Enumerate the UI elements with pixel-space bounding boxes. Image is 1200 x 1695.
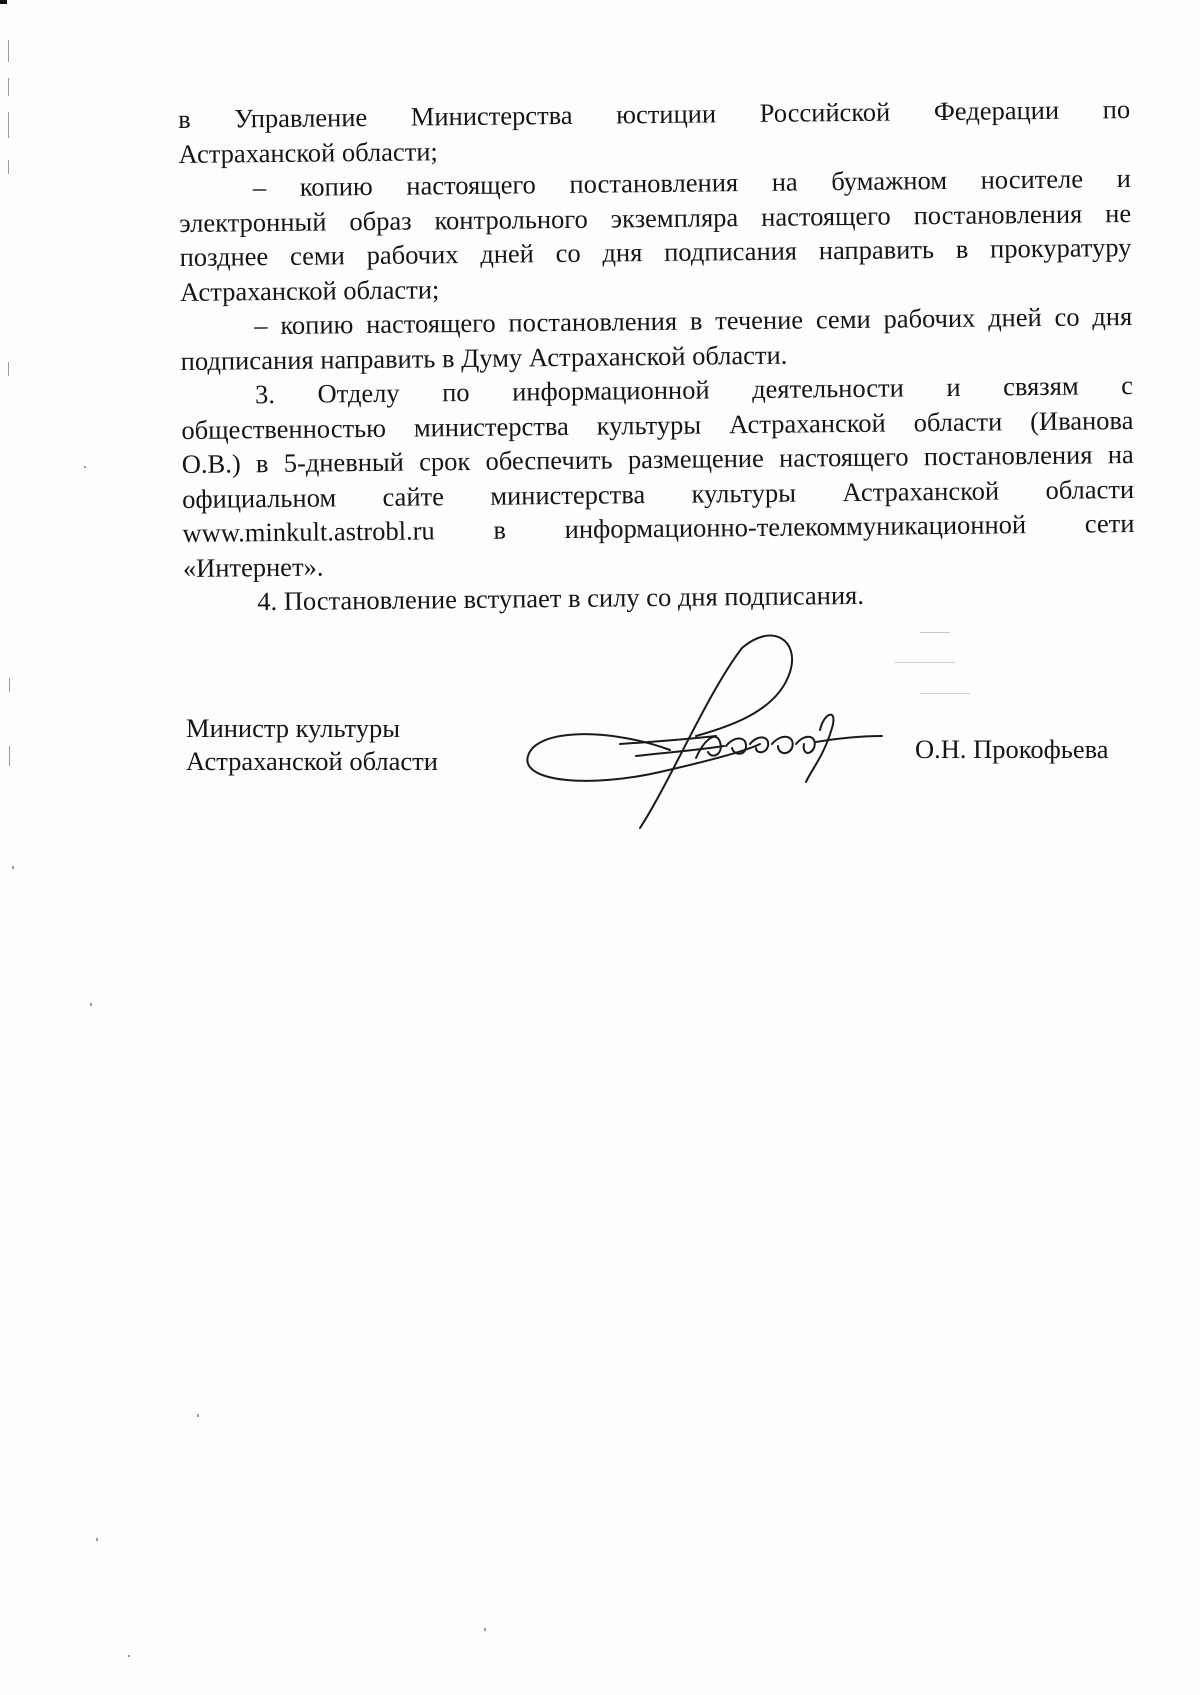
- text-word: электронный: [179, 205, 327, 238]
- text-word: министерства: [490, 478, 646, 511]
- signer-title-line-1: Министр культуры: [186, 713, 401, 743]
- text-word: рабочих: [883, 302, 976, 334]
- text-word: обеспечить: [485, 444, 613, 476]
- text-word: 5-дневный: [283, 446, 405, 478]
- text-word: юстиции: [616, 98, 717, 130]
- text-word: копию: [280, 309, 354, 340]
- text-word: по: [1102, 94, 1131, 125]
- text-word: связям: [1002, 370, 1079, 402]
- text-word: позднее: [179, 241, 269, 272]
- text-word: Астраханской: [728, 407, 886, 439]
- text-word: копию: [299, 170, 373, 202]
- text-word: течение: [715, 304, 804, 336]
- text-word: в: [955, 233, 969, 264]
- text-word: экземпляра: [610, 201, 739, 233]
- text-word: (Иванова: [1029, 404, 1134, 436]
- text-word: общественностью: [181, 412, 387, 445]
- text-word: носителе: [980, 163, 1084, 195]
- text-word: настоящего: [406, 169, 536, 201]
- text-word: дней: [480, 238, 535, 269]
- scan-speck: [96, 1538, 98, 1541]
- text-word: семи: [289, 240, 345, 271]
- text-word: постановления: [913, 198, 1083, 230]
- signer-title-line-2: Астраханской области: [186, 746, 438, 776]
- scan-speck: [484, 1628, 486, 1631]
- text-word: –: [254, 310, 268, 341]
- text-word: дней: [987, 301, 1042, 333]
- text-word: по: [441, 376, 470, 408]
- text-word: Управление: [234, 102, 368, 134]
- text-word: бумажном: [831, 164, 948, 197]
- text-word: размещение: [627, 442, 764, 475]
- text-word: дня: [1092, 301, 1133, 332]
- text-word: образ: [349, 205, 412, 236]
- text-word: культуры: [691, 477, 797, 509]
- text-word: постановления: [508, 305, 678, 338]
- text-word: дня: [602, 237, 643, 268]
- text-word: постановления: [569, 167, 739, 199]
- text-word: Астраханской: [842, 474, 1000, 507]
- text-word: не: [1105, 197, 1132, 228]
- text-word: направить: [818, 234, 935, 266]
- scan-speck: [90, 1003, 92, 1006]
- text-word: на: [771, 166, 798, 197]
- text-word: –: [252, 172, 267, 203]
- text-word: сети: [1084, 508, 1135, 539]
- text-word: настоящего: [365, 307, 496, 340]
- text-word: деятельности: [751, 372, 904, 405]
- text-word: Российской: [759, 96, 891, 128]
- signer-title: [186, 712, 438, 778]
- text-word: контрольного: [434, 203, 588, 235]
- text-word: и: [1116, 163, 1131, 194]
- text-word: семи: [815, 303, 871, 335]
- text-word: культуры: [596, 409, 702, 441]
- text-word: настоящего: [778, 441, 909, 473]
- text-word: подписания: [663, 235, 798, 267]
- text-word: информационно-телекоммуникационной: [564, 509, 1027, 544]
- text-line: Астраханской области;: [178, 135, 438, 169]
- text-word: в: [493, 514, 507, 545]
- text-line: Астраханской области;: [179, 273, 440, 307]
- text-line: 4. Постановление вступает в силу со дня подписания.: [257, 579, 865, 617]
- text-word: в: [255, 448, 269, 479]
- text-word: сайте: [382, 480, 445, 512]
- text-word: постановления: [923, 439, 1093, 472]
- text-word: области: [913, 405, 1003, 437]
- text-word: Отделу: [317, 377, 400, 409]
- text-word: со: [555, 237, 581, 269]
- text-word: информационной: [511, 374, 710, 407]
- text-line: подписания направить в Думу Астраханской области.: [180, 339, 788, 376]
- text-word: официальном: [181, 481, 337, 514]
- signer-name: О.Н. Прокофьева: [915, 734, 1109, 764]
- text-word: области: [1045, 473, 1135, 505]
- text-word: срок: [419, 445, 471, 477]
- text-line: «Интернет».: [182, 551, 324, 583]
- text-word: www.minkult.astrobl.ru: [182, 515, 435, 548]
- text-word: и: [946, 371, 961, 402]
- text-word: 3.: [254, 379, 276, 410]
- scan-speck: [128, 1655, 130, 1657]
- text-word: с: [1121, 370, 1134, 401]
- text-word: в: [689, 305, 703, 336]
- text-word: рабочих: [366, 239, 459, 271]
- scan-speck: [197, 1414, 199, 1417]
- text-word: настоящего: [761, 200, 891, 232]
- text-word: Федерации: [933, 94, 1060, 127]
- text-word: О.В.): [181, 448, 241, 479]
- text-word: на: [1107, 439, 1134, 470]
- text-word: со: [1054, 301, 1080, 332]
- text-word: Министерства: [410, 99, 573, 132]
- handwritten-signature-icon: [520, 632, 900, 832]
- text-word: прокуратуру: [989, 232, 1132, 264]
- text-word: министерства: [413, 410, 569, 443]
- text-word: в: [178, 103, 191, 134]
